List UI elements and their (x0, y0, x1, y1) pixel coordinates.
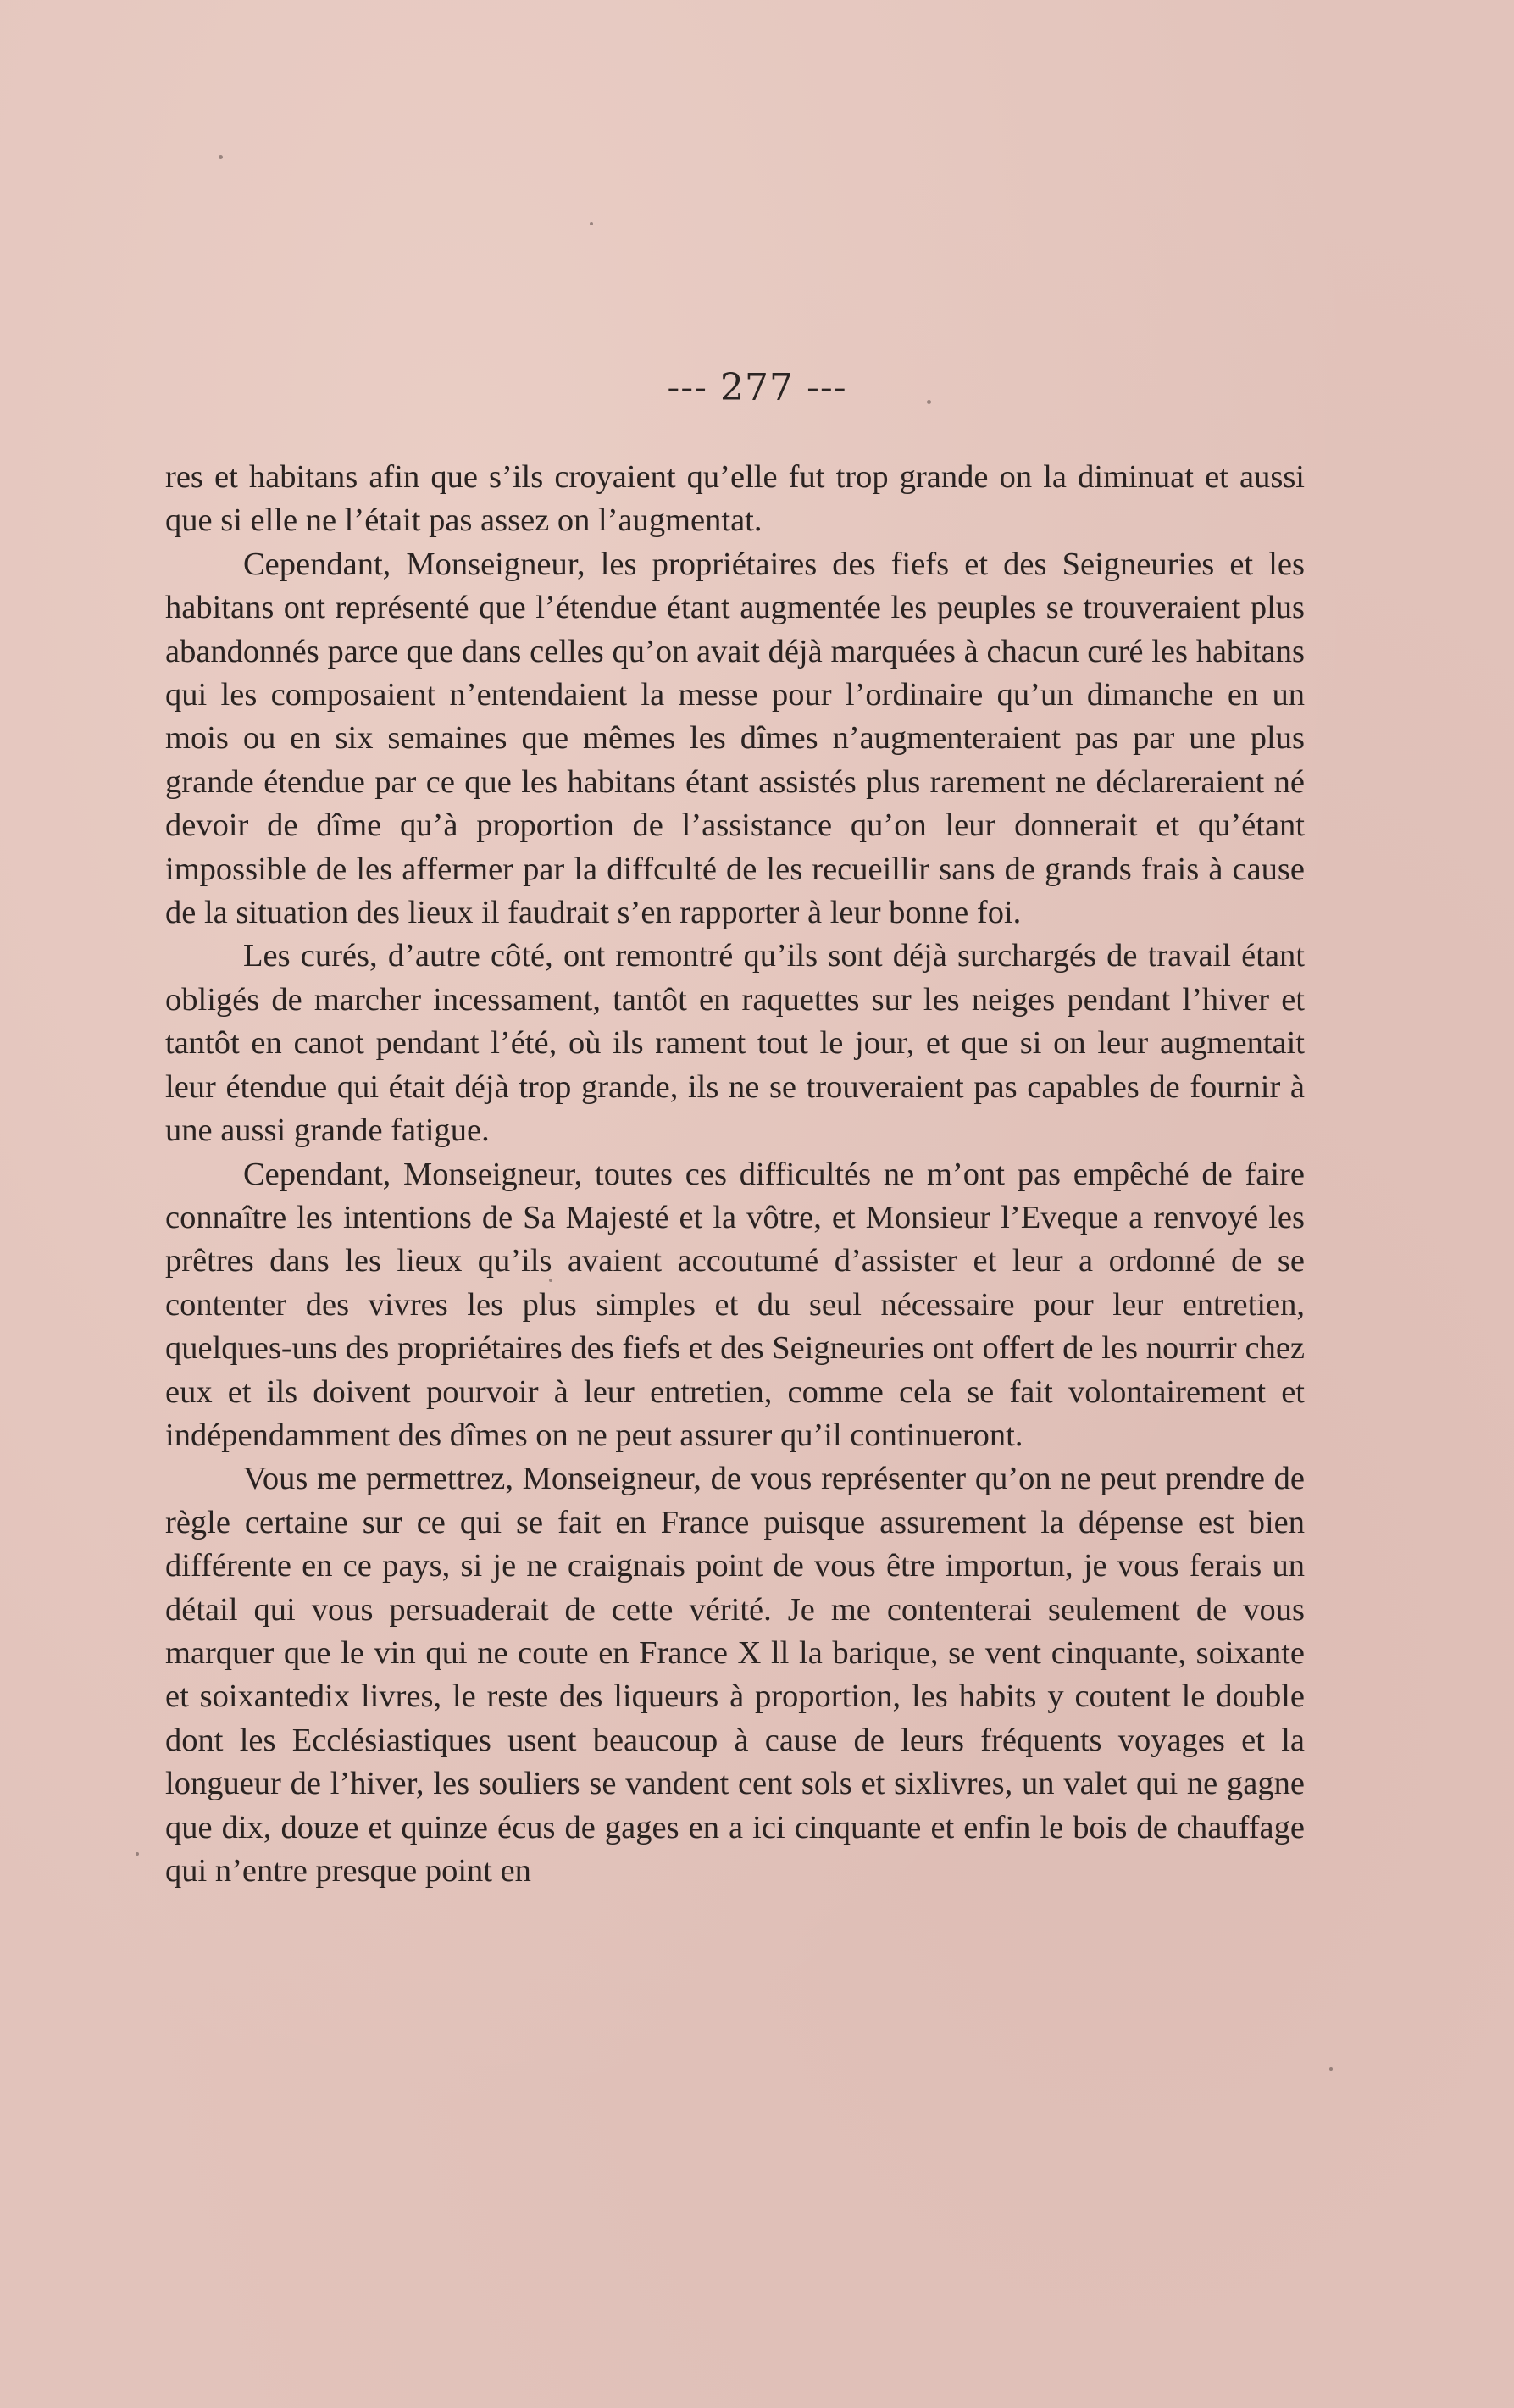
page-number: --- 277 --- (667, 366, 847, 409)
paragraph-5: Vous me permettrez, Monseigneur, de vous représenter qu’on ne peut prendre de règle certaine sur ce qui se fait en France puisque assurement la dépense est bien différente en ce pays, si je ne craignais point de vous être importun, je vous ferais un détail qui vous persuaderait de cette vérité. Je me contenterai seulement de vous marquer que le vin qui ne coute en France X ll la barique, se vent cinquante, soixante et soixantedix livres, le reste des liqueurs à proportion, les habits y coutent le double dont les Ecclésiastiques usent beaucoup à cause de leurs fréquents voyages et la longueur de l’hiver, les souliers se vandent cent sols et sixlivres, un valet qui ne gagne que dix, douze et quinze écus de gages en a ici cinquante et enfin le bois de chauffage qui n’entre presque point en (165, 1461, 1305, 1889)
paragraph-1: res et habitans afin que s’ils croyaient qu’elle fut trop grande on la diminuat et aussi que si elle ne l’était pas assez on l’augmentat. (165, 459, 1305, 539)
paper-speck (549, 1279, 552, 1282)
paragraph-4: Cependant, Monseigneur, toutes ces difficultés ne m’ont pas empêché de faire connaître les intentions de Sa Majesté et la vôtre, et Monsieur l’Eveque a renvoyé les prêtres dans les lieux qu’ils avaient accoutumé d’assister et leur a ordonné de se contenter des vivres les plus simples et du seul nécessaire pour leur entretien, quelques-uns des propriétaires des fiefs et des Seigneuries ont offert de les nourrir chez eux et ils doivent pourvoir à leur entretien, comme cela se fait volontairement et indépendamment des dîmes on ne peut assurer qu’il continueront. (165, 1156, 1305, 1453)
paragraph-2: Cependant, Monseigneur, les propriétaires des fiefs et des Seigneuries et les habitans ont représenté que l’étendue étant augmentée les peuples se trouveraient plus abandonnés parce que dans celles qu’on avait déjà marquées à chacun curé les habitans qui les composaient n’entendaient la messe pour l’ordinaire qu’un dimanche en un mois ou en six semaines que mêmes les dîmes n’augmenteraient pas par une plus grande étendue par ce que les habitans étant assistés plus rarement ne déclareraient né devoir de dîme qu’à proportion de l’assistance qu’on leur donnerait et qu’étant impossible de les affermer par la diffculté de les recueillir sans de grands frais à cause de la situation des lieux il faudrait s’en rapporter à leur bonne foi. (165, 546, 1305, 931)
paper-speck (136, 1852, 139, 1856)
paper-speck (219, 155, 223, 159)
paragraph-3: Les curés, d’autre côté, ont remontré qu’ils sont déjà surchargés de travail étant obligés de marcher incessament, tantôt en raquettes sur les neiges pendant l’hiver et tantôt en canot pendant l’été, où ils rament tout le jour, et que si on leur augmentait leur étendue qui était déjà trop grande, ils ne se trouveraient pas capables de fournir à une aussi grande fatigue. (165, 938, 1305, 1149)
paper-speck (590, 222, 593, 225)
paper-speck (927, 400, 931, 404)
paper-speck (1329, 2067, 1333, 2071)
body-text (165, 456, 1305, 1893)
